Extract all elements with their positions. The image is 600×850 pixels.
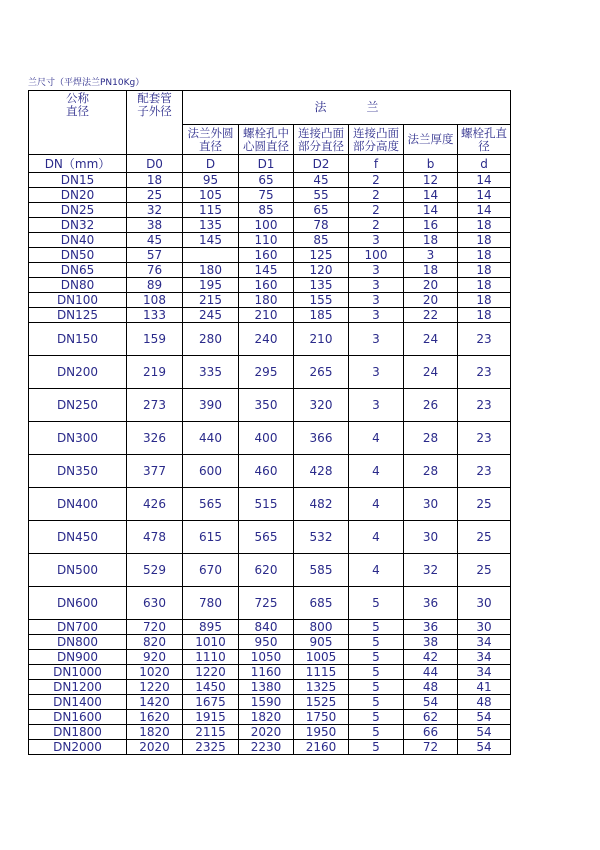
cell-nominal-diameter: DN1800 xyxy=(29,725,127,740)
table-row xyxy=(29,218,511,233)
cell-bolt-hole: 25 xyxy=(458,554,511,587)
cell-raised-face-diameter: 78 xyxy=(294,218,349,233)
cell-bolt-hole: 14 xyxy=(458,173,511,188)
cell-raised-face-diameter: 265 xyxy=(294,356,349,389)
cell-raised-face-height: 2 xyxy=(349,203,404,218)
cell-nominal-diameter: DN65 xyxy=(29,263,127,278)
cell-flange-od: 390 xyxy=(183,389,239,422)
cell-nominal-diameter: DN100 xyxy=(29,293,127,308)
header-raised-face-diameter: 连接凸面 部分直径 xyxy=(294,125,349,155)
cell-raised-face-height: 5 xyxy=(349,665,404,680)
header-flange-thickness: 法兰厚度 xyxy=(404,125,458,155)
cell-bolt-hole: 23 xyxy=(458,323,511,356)
cell-flange-od: 280 xyxy=(183,323,239,356)
table-row xyxy=(29,695,511,710)
cell-flange-od: 95 xyxy=(183,173,239,188)
table-row xyxy=(29,356,511,389)
cell-pipe-od: 377 xyxy=(127,455,183,488)
cell-flange-od: 1220 xyxy=(183,665,239,680)
cell-flange-od: 615 xyxy=(183,521,239,554)
cell-raised-face-height: 3 xyxy=(349,356,404,389)
cell-bolt-hole: 18 xyxy=(458,218,511,233)
cell-thickness: 72 xyxy=(404,740,458,755)
cell-nominal-diameter: DN500 xyxy=(29,554,127,587)
cell-nominal-diameter: DN1200 xyxy=(29,680,127,695)
header-flange-outer-diameter: 法兰外圆 直径 xyxy=(183,125,239,155)
cell-bolt-circle: 85 xyxy=(239,203,294,218)
cell-thickness: 24 xyxy=(404,356,458,389)
cell-bolt-hole: 25 xyxy=(458,488,511,521)
cell-nominal-diameter: DN700 xyxy=(29,620,127,635)
cell-nominal-diameter: DN300 xyxy=(29,422,127,455)
header-flange-group: 法 兰 xyxy=(183,91,511,125)
cell-pipe-od: 1220 xyxy=(127,680,183,695)
cell-raised-face-height: 5 xyxy=(349,695,404,710)
cell-raised-face-height: 3 xyxy=(349,263,404,278)
cell-bolt-hole: 23 xyxy=(458,389,511,422)
cell-nominal-diameter: DN50 xyxy=(29,248,127,263)
table-row xyxy=(29,521,511,554)
cell-bolt-circle: 295 xyxy=(239,356,294,389)
cell-bolt-hole: 54 xyxy=(458,740,511,755)
symbol-d2: D2 xyxy=(294,155,349,173)
cell-thickness: 20 xyxy=(404,293,458,308)
table-row xyxy=(29,710,511,725)
table-row xyxy=(29,455,511,488)
cell-bolt-hole: 23 xyxy=(458,356,511,389)
cell-nominal-diameter: DN800 xyxy=(29,635,127,650)
cell-raised-face-diameter: 366 xyxy=(294,422,349,455)
header-pipe-blank xyxy=(127,125,183,155)
cell-pipe-od: 630 xyxy=(127,587,183,620)
cell-bolt-circle: 1050 xyxy=(239,650,294,665)
cell-raised-face-height: 5 xyxy=(349,710,404,725)
cell-nominal-diameter: DN350 xyxy=(29,455,127,488)
cell-nominal-diameter: DN40 xyxy=(29,233,127,248)
cell-pipe-od: 57 xyxy=(127,248,183,263)
cell-raised-face-height: 5 xyxy=(349,650,404,665)
cell-thickness: 38 xyxy=(404,635,458,650)
cell-raised-face-height: 3 xyxy=(349,323,404,356)
cell-flange-od: 2115 xyxy=(183,725,239,740)
cell-flange-od: 115 xyxy=(183,203,239,218)
cell-bolt-hole: 18 xyxy=(458,263,511,278)
cell-raised-face-height: 5 xyxy=(349,680,404,695)
cell-thickness: 18 xyxy=(404,263,458,278)
cell-raised-face-height: 3 xyxy=(349,278,404,293)
symbol-dn: DN（mm） xyxy=(29,155,127,173)
cell-bolt-hole: 54 xyxy=(458,725,511,740)
cell-raised-face-height: 4 xyxy=(349,422,404,455)
table-row xyxy=(29,740,511,755)
table-row xyxy=(29,587,511,620)
cell-bolt-circle: 400 xyxy=(239,422,294,455)
cell-pipe-od: 159 xyxy=(127,323,183,356)
table-row xyxy=(29,422,511,455)
cell-nominal-diameter: DN125 xyxy=(29,308,127,323)
cell-thickness: 48 xyxy=(404,680,458,695)
table-row xyxy=(29,173,511,188)
table-row xyxy=(29,620,511,635)
cell-pipe-od: 25 xyxy=(127,188,183,203)
cell-raised-face-height: 2 xyxy=(349,173,404,188)
cell-flange-od: 180 xyxy=(183,263,239,278)
cell-flange-od: 335 xyxy=(183,356,239,389)
cell-bolt-circle: 65 xyxy=(239,173,294,188)
cell-thickness: 20 xyxy=(404,278,458,293)
cell-raised-face-diameter: 320 xyxy=(294,389,349,422)
cell-bolt-hole: 18 xyxy=(458,233,511,248)
header-pipe-outer-diameter: 配套管 子外径 xyxy=(127,91,183,125)
cell-thickness: 12 xyxy=(404,173,458,188)
cell-bolt-circle: 1160 xyxy=(239,665,294,680)
cell-bolt-circle: 100 xyxy=(239,218,294,233)
cell-raised-face-diameter: 1325 xyxy=(294,680,349,695)
cell-raised-face-height: 5 xyxy=(349,725,404,740)
cell-nominal-diameter: DN600 xyxy=(29,587,127,620)
cell-flange-od xyxy=(183,248,239,263)
cell-bolt-hole: 30 xyxy=(458,587,511,620)
table-row xyxy=(29,554,511,587)
cell-pipe-od: 2020 xyxy=(127,740,183,755)
cell-raised-face-height: 100 xyxy=(349,248,404,263)
table-row xyxy=(29,203,511,218)
cell-flange-od: 145 xyxy=(183,233,239,248)
cell-pipe-od: 426 xyxy=(127,488,183,521)
cell-thickness: 26 xyxy=(404,389,458,422)
cell-flange-od: 105 xyxy=(183,188,239,203)
cell-pipe-od: 1620 xyxy=(127,710,183,725)
table-row xyxy=(29,233,511,248)
cell-raised-face-diameter: 532 xyxy=(294,521,349,554)
table-row xyxy=(29,488,511,521)
cell-nominal-diameter: DN900 xyxy=(29,650,127,665)
cell-bolt-hole: 23 xyxy=(458,455,511,488)
cell-raised-face-diameter: 482 xyxy=(294,488,349,521)
cell-raised-face-height: 5 xyxy=(349,620,404,635)
cell-raised-face-height: 2 xyxy=(349,218,404,233)
cell-bolt-hole: 30 xyxy=(458,620,511,635)
cell-bolt-hole: 18 xyxy=(458,308,511,323)
cell-nominal-diameter: DN200 xyxy=(29,356,127,389)
table-row xyxy=(29,308,511,323)
cell-bolt-circle: 160 xyxy=(239,278,294,293)
cell-flange-od: 195 xyxy=(183,278,239,293)
cell-bolt-hole: 25 xyxy=(458,521,511,554)
cell-bolt-circle: 950 xyxy=(239,635,294,650)
cell-raised-face-height: 2 xyxy=(349,188,404,203)
header-nominal-blank xyxy=(29,125,127,155)
cell-pipe-od: 219 xyxy=(127,356,183,389)
cell-flange-od: 780 xyxy=(183,587,239,620)
cell-raised-face-height: 4 xyxy=(349,455,404,488)
cell-pipe-od: 529 xyxy=(127,554,183,587)
cell-flange-od: 600 xyxy=(183,455,239,488)
cell-thickness: 30 xyxy=(404,521,458,554)
cell-pipe-od: 89 xyxy=(127,278,183,293)
cell-bolt-circle: 1820 xyxy=(239,710,294,725)
cell-bolt-circle: 460 xyxy=(239,455,294,488)
cell-thickness: 32 xyxy=(404,554,458,587)
cell-raised-face-height: 5 xyxy=(349,587,404,620)
cell-raised-face-height: 3 xyxy=(349,293,404,308)
cell-nominal-diameter: DN450 xyxy=(29,521,127,554)
cell-flange-od: 245 xyxy=(183,308,239,323)
cell-pipe-od: 273 xyxy=(127,389,183,422)
cell-nominal-diameter: DN2000 xyxy=(29,740,127,755)
cell-thickness: 28 xyxy=(404,455,458,488)
cell-flange-od: 565 xyxy=(183,488,239,521)
cell-bolt-circle: 2020 xyxy=(239,725,294,740)
table-row xyxy=(29,263,511,278)
cell-raised-face-diameter: 428 xyxy=(294,455,349,488)
table-row xyxy=(29,665,511,680)
cell-bolt-circle: 565 xyxy=(239,521,294,554)
table-row xyxy=(29,635,511,650)
cell-raised-face-diameter: 45 xyxy=(294,173,349,188)
cell-thickness: 28 xyxy=(404,422,458,455)
cell-flange-od: 135 xyxy=(183,218,239,233)
header-nominal-diameter: 公称 直径 xyxy=(29,91,127,125)
cell-bolt-hole: 18 xyxy=(458,293,511,308)
cell-bolt-circle: 725 xyxy=(239,587,294,620)
cell-bolt-circle: 1590 xyxy=(239,695,294,710)
cell-raised-face-diameter: 85 xyxy=(294,233,349,248)
table-row xyxy=(29,293,511,308)
cell-thickness: 66 xyxy=(404,725,458,740)
cell-raised-face-diameter: 210 xyxy=(294,323,349,356)
cell-bolt-circle: 145 xyxy=(239,263,294,278)
cell-raised-face-height: 3 xyxy=(349,389,404,422)
cell-pipe-od: 1420 xyxy=(127,695,183,710)
cell-raised-face-height: 4 xyxy=(349,554,404,587)
cell-flange-od: 1110 xyxy=(183,650,239,665)
cell-nominal-diameter: DN1000 xyxy=(29,665,127,680)
table-row xyxy=(29,188,511,203)
flange-dimension-table xyxy=(28,90,511,755)
cell-nominal-diameter: DN15 xyxy=(29,173,127,188)
cell-raised-face-diameter: 155 xyxy=(294,293,349,308)
cell-bolt-hole: 18 xyxy=(458,278,511,293)
cell-pipe-od: 1820 xyxy=(127,725,183,740)
cell-bolt-hole: 23 xyxy=(458,422,511,455)
cell-flange-od: 1915 xyxy=(183,710,239,725)
table-row xyxy=(29,323,511,356)
cell-raised-face-diameter: 585 xyxy=(294,554,349,587)
cell-raised-face-height: 4 xyxy=(349,521,404,554)
cell-pipe-od: 18 xyxy=(127,173,183,188)
cell-nominal-diameter: DN1600 xyxy=(29,710,127,725)
cell-thickness: 62 xyxy=(404,710,458,725)
cell-raised-face-diameter: 1115 xyxy=(294,665,349,680)
table-caption: 兰尺寸（平焊法兰PN10Kg） xyxy=(28,78,145,88)
cell-bolt-hole: 34 xyxy=(458,665,511,680)
cell-pipe-od: 478 xyxy=(127,521,183,554)
cell-bolt-circle: 515 xyxy=(239,488,294,521)
cell-nominal-diameter: DN20 xyxy=(29,188,127,203)
cell-bolt-circle: 75 xyxy=(239,188,294,203)
cell-pipe-od: 108 xyxy=(127,293,183,308)
cell-bolt-hole: 14 xyxy=(458,188,511,203)
cell-pipe-od: 32 xyxy=(127,203,183,218)
cell-raised-face-diameter: 2160 xyxy=(294,740,349,755)
cell-flange-od: 215 xyxy=(183,293,239,308)
table-row xyxy=(29,680,511,695)
table-row xyxy=(29,278,511,293)
cell-bolt-circle: 840 xyxy=(239,620,294,635)
cell-bolt-hole: 54 xyxy=(458,710,511,725)
cell-raised-face-diameter: 120 xyxy=(294,263,349,278)
cell-bolt-circle: 2230 xyxy=(239,740,294,755)
symbol-d0: D0 xyxy=(127,155,183,173)
cell-nominal-diameter: DN1400 xyxy=(29,695,127,710)
cell-flange-od: 895 xyxy=(183,620,239,635)
cell-pipe-od: 45 xyxy=(127,233,183,248)
cell-bolt-circle: 180 xyxy=(239,293,294,308)
cell-flange-od: 670 xyxy=(183,554,239,587)
cell-raised-face-height: 4 xyxy=(349,488,404,521)
cell-pipe-od: 38 xyxy=(127,218,183,233)
cell-bolt-circle: 350 xyxy=(239,389,294,422)
table-row xyxy=(29,248,511,263)
cell-flange-od: 2325 xyxy=(183,740,239,755)
symbol-b: b xyxy=(404,155,458,173)
cell-raised-face-diameter: 125 xyxy=(294,248,349,263)
cell-raised-face-diameter: 55 xyxy=(294,188,349,203)
cell-pipe-od: 720 xyxy=(127,620,183,635)
cell-bolt-hole: 14 xyxy=(458,203,511,218)
cell-pipe-od: 920 xyxy=(127,650,183,665)
symbol-d: D xyxy=(183,155,239,173)
symbol-d1: D1 xyxy=(239,155,294,173)
symbol-f: f xyxy=(349,155,404,173)
cell-thickness: 16 xyxy=(404,218,458,233)
cell-nominal-diameter: DN250 xyxy=(29,389,127,422)
cell-nominal-diameter: DN150 xyxy=(29,323,127,356)
cell-thickness: 36 xyxy=(404,587,458,620)
cell-raised-face-diameter: 1750 xyxy=(294,710,349,725)
cell-raised-face-diameter: 1950 xyxy=(294,725,349,740)
cell-bolt-hole: 34 xyxy=(458,635,511,650)
cell-raised-face-height: 3 xyxy=(349,233,404,248)
cell-thickness: 18 xyxy=(404,233,458,248)
cell-raised-face-diameter: 905 xyxy=(294,635,349,650)
table-row xyxy=(29,725,511,740)
header-bolt-hole-diameter: 螺栓孔直 径 xyxy=(458,125,511,155)
cell-nominal-diameter: DN80 xyxy=(29,278,127,293)
cell-raised-face-height: 5 xyxy=(349,740,404,755)
cell-bolt-hole: 18 xyxy=(458,248,511,263)
cell-bolt-circle: 620 xyxy=(239,554,294,587)
cell-thickness: 36 xyxy=(404,620,458,635)
cell-raised-face-diameter: 1005 xyxy=(294,650,349,665)
cell-bolt-circle: 240 xyxy=(239,323,294,356)
cell-pipe-od: 133 xyxy=(127,308,183,323)
cell-raised-face-diameter: 185 xyxy=(294,308,349,323)
cell-raised-face-height: 3 xyxy=(349,308,404,323)
cell-thickness: 14 xyxy=(404,188,458,203)
cell-raised-face-diameter: 1525 xyxy=(294,695,349,710)
cell-thickness: 44 xyxy=(404,665,458,680)
cell-thickness: 3 xyxy=(404,248,458,263)
cell-bolt-circle: 160 xyxy=(239,248,294,263)
cell-bolt-hole: 48 xyxy=(458,695,511,710)
cell-bolt-hole: 34 xyxy=(458,650,511,665)
cell-raised-face-diameter: 685 xyxy=(294,587,349,620)
header-raised-face-height: 连接凸面 部分高度 xyxy=(349,125,404,155)
cell-flange-od: 1010 xyxy=(183,635,239,650)
cell-nominal-diameter: DN25 xyxy=(29,203,127,218)
cell-bolt-hole: 41 xyxy=(458,680,511,695)
cell-flange-od: 1675 xyxy=(183,695,239,710)
cell-thickness: 22 xyxy=(404,308,458,323)
cell-nominal-diameter: DN400 xyxy=(29,488,127,521)
cell-thickness: 30 xyxy=(404,488,458,521)
cell-bolt-circle: 210 xyxy=(239,308,294,323)
cell-nominal-diameter: DN32 xyxy=(29,218,127,233)
cell-pipe-od: 326 xyxy=(127,422,183,455)
table-row xyxy=(29,389,511,422)
cell-pipe-od: 820 xyxy=(127,635,183,650)
cell-bolt-circle: 110 xyxy=(239,233,294,248)
cell-flange-od: 440 xyxy=(183,422,239,455)
cell-raised-face-diameter: 135 xyxy=(294,278,349,293)
cell-thickness: 14 xyxy=(404,203,458,218)
cell-pipe-od: 76 xyxy=(127,263,183,278)
header-bolt-circle-diameter: 螺栓孔中 心圆直径 xyxy=(239,125,294,155)
symbol-bolt-d: d xyxy=(458,155,511,173)
cell-thickness: 54 xyxy=(404,695,458,710)
cell-bolt-circle: 1380 xyxy=(239,680,294,695)
cell-raised-face-height: 5 xyxy=(349,635,404,650)
cell-flange-od: 1450 xyxy=(183,680,239,695)
table-row xyxy=(29,650,511,665)
cell-thickness: 24 xyxy=(404,323,458,356)
cell-raised-face-diameter: 800 xyxy=(294,620,349,635)
cell-pipe-od: 1020 xyxy=(127,665,183,680)
cell-raised-face-diameter: 65 xyxy=(294,203,349,218)
cell-thickness: 42 xyxy=(404,650,458,665)
